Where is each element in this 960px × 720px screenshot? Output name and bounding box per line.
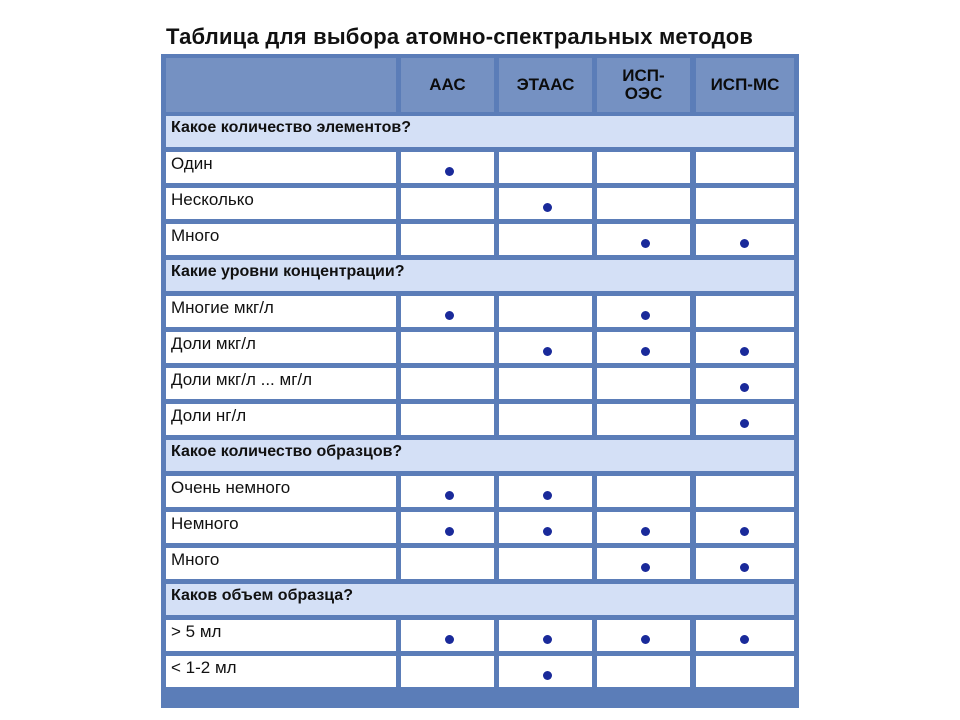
row-label: Доли нг/л [171,406,247,425]
row-label: Много [171,226,220,245]
mark-cell [499,332,592,363]
applicability-dot [740,527,749,536]
applicability-dot [740,239,749,248]
applicability-dot [740,635,749,644]
applicability-dot [543,635,552,644]
applicability-dot [543,347,552,356]
mark-cell [597,368,690,399]
mark-cell [401,296,494,327]
row-label: Немного [171,514,239,533]
column-header-aas: ААС [401,58,494,112]
column-header-icp-ms: ИСП-МС [696,58,794,112]
mark-cell [401,620,494,651]
row-label-cell [166,512,396,543]
mark-cell [696,548,794,579]
applicability-dot [543,671,552,680]
applicability-dot [445,167,454,176]
applicability-dot [445,311,454,320]
mark-cell [696,512,794,543]
row-label: Доли мкг/л [171,334,256,353]
row-label: Многие мкг/л [171,298,274,317]
row-label-cell [166,368,396,399]
section-header-row [166,440,794,471]
section-header-row [166,260,794,291]
mark-cell [401,404,494,435]
section-question: Каков объем образца? [171,586,353,604]
mark-cell [401,332,494,363]
mark-cell [696,152,794,183]
row-label-cell [166,296,396,327]
applicability-dot [641,635,650,644]
mark-cell [499,404,592,435]
row-label: Доли мкг/л ... мг/л [171,370,313,389]
mark-cell [499,620,592,651]
applicability-dot [641,239,650,248]
mark-cell [597,620,690,651]
row-label-cell [166,188,396,219]
mark-cell [401,368,494,399]
row-label: > 5 мл [171,622,222,641]
mark-cell [597,332,690,363]
section-header-row [166,584,794,615]
row-label-cell [166,548,396,579]
mark-cell [696,368,794,399]
column-header-etaas: ЭТААС [499,58,592,112]
mark-cell [401,188,494,219]
method-selection-table [161,54,799,708]
applicability-dot [641,527,650,536]
section-question: Какое количество элементов? [171,118,411,136]
applicability-dot [445,527,454,536]
row-label: Несколько [171,190,254,209]
row-label-cell [166,620,396,651]
mark-cell [696,188,794,219]
applicability-dot [543,527,552,536]
applicability-dot [641,563,650,572]
mark-cell [499,224,592,255]
mark-cell [401,152,494,183]
mark-cell [696,404,794,435]
row-label: Очень немного [171,478,291,497]
applicability-dot [445,491,454,500]
mark-cell [696,656,794,687]
row-label-cell [166,404,396,435]
mark-cell [597,296,690,327]
mark-cell [401,656,494,687]
mark-cell [696,332,794,363]
mark-cell [597,656,690,687]
row-label-cell [166,332,396,363]
mark-cell [597,152,690,183]
mark-cell [401,476,494,507]
mark-cell [499,656,592,687]
mark-cell [401,224,494,255]
mark-cell [499,368,592,399]
row-label-cell [166,656,396,687]
mark-cell [597,476,690,507]
row-label-cell [166,152,396,183]
mark-cell [696,296,794,327]
section-header-row [166,116,794,147]
mark-cell [597,404,690,435]
mark-cell [597,188,690,219]
row-label: Один [171,154,213,173]
mark-cell [499,152,592,183]
applicability-dot [543,491,552,500]
mark-cell [597,512,690,543]
applicability-dot [641,311,650,320]
row-label-cell [166,476,396,507]
section-question: Какое количество образцов? [171,442,403,460]
mark-cell [401,512,494,543]
mark-cell [696,620,794,651]
applicability-dot [740,419,749,428]
mark-cell [696,224,794,255]
applicability-dot [641,347,650,356]
row-label: Много [171,550,220,569]
header-empty-cell [166,58,396,112]
mark-cell [597,548,690,579]
mark-cell [499,476,592,507]
mark-cell [499,188,592,219]
applicability-dot [740,347,749,356]
page-title: Таблица для выбора атомно-спектральных методов [166,24,754,49]
mark-cell [499,512,592,543]
applicability-dot [543,203,552,212]
mark-cell [499,548,592,579]
mark-cell [597,224,690,255]
section-question: Какие уровни концентрации? [171,262,405,280]
applicability-dot [740,563,749,572]
row-label-cell [166,224,396,255]
table-header-row [161,54,799,116]
mark-cell [499,296,592,327]
mark-cell [401,548,494,579]
mark-cell [696,476,794,507]
row-label: < 1-2 мл [171,658,237,677]
applicability-dot [445,635,454,644]
applicability-dot [740,383,749,392]
column-header-icp-oes: ИСП- ОЭС [597,58,690,112]
